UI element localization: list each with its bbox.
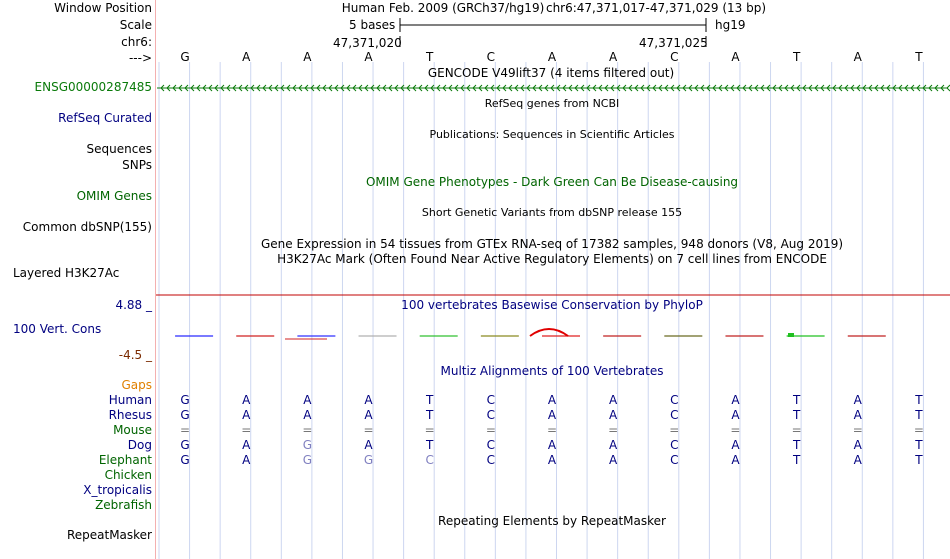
alignment-base: A (609, 453, 618, 467)
ref-base: A (609, 50, 618, 64)
ref-base: A (303, 50, 312, 64)
species-label[interactable]: Zebrafish (95, 498, 152, 512)
cons-min-value: -4.5 _ (118, 348, 152, 362)
refseq-track-title[interactable]: RefSeq genes from NCBI (484, 97, 620, 110)
ref-base: A (731, 50, 740, 64)
alignment-base: = (180, 423, 191, 437)
ref-base: T (426, 50, 434, 64)
alignment-base: C (486, 408, 496, 422)
cons-track-label[interactable]: 100 Vert. Cons (13, 322, 102, 336)
alignment-base: = (608, 423, 619, 437)
cons-max-value: 4.88 _ (115, 298, 152, 312)
alignment-base: G (302, 453, 313, 467)
alignment-base: A (303, 393, 312, 407)
gtex-track-title[interactable]: Gene Expression in 54 tissues from GTEx RNA-seq of 17382 samples, 948 donors (V8, Aug 2019) (260, 237, 844, 251)
cons-track-title[interactable]: 100 vertebrates Basewise Conservation by PhyloP (401, 298, 703, 312)
alignment-base: T (792, 438, 801, 452)
chrom-label: chr6: (121, 35, 152, 49)
alignment-base: C (486, 393, 496, 407)
alignment-base: G (363, 453, 374, 467)
alignment-base: A (547, 393, 557, 407)
species-label[interactable]: X_tropicalis (83, 483, 152, 497)
alignment-base: = (791, 423, 802, 437)
alignment-base: A (547, 408, 557, 422)
scale-db-text: hg19 (715, 18, 746, 32)
h3k27ac-track-title[interactable]: H3K27Ac Mark (Often Found Near Active Regulatory Elements) on 7 cell lines from ENCODE (277, 252, 827, 266)
publications-track-title[interactable]: Publications: Sequences in Scientific Articles (429, 128, 675, 141)
alignment-base: A (547, 453, 557, 467)
track-display-area[interactable] (155, 0, 950, 559)
alignment-base: A (731, 408, 740, 422)
species-label[interactable]: Elephant (98, 453, 152, 467)
dbsnp-track-title[interactable]: Short Genetic Variants from dbSNP release 155 (421, 206, 683, 219)
alignment-base: C (670, 393, 679, 407)
alignment-base: A (242, 393, 251, 407)
alignment-base: = (363, 423, 374, 437)
track-label-column (0, 0, 155, 559)
alignment-base: G (302, 438, 313, 452)
alignment-base: T (792, 453, 801, 467)
ref-base: C (670, 50, 679, 64)
multiz-track-title[interactable]: Multiz Alignments of 100 Vertebrates (440, 364, 664, 378)
scale-label: Scale (119, 18, 152, 32)
alignment-base: T (792, 408, 801, 422)
alignment-base: A (242, 408, 251, 422)
species-label[interactable]: Gaps (121, 378, 152, 392)
alignment-base: A (853, 393, 862, 407)
position-text: chr6:47,371,017-47,371,029 (13 bp) (545, 1, 767, 15)
refseq-track-label[interactable]: RefSeq Curated (58, 111, 152, 125)
gencode-track-title[interactable]: GENCODE V49lift37 (4 items filtered out) (427, 66, 675, 80)
alignment-base: A (853, 438, 862, 452)
alignment-base: A (609, 408, 618, 422)
ref-base: A (547, 50, 557, 64)
gene-id-label[interactable]: ENSG00000287485 (34, 80, 152, 94)
alignment-base: A (547, 438, 557, 452)
alignment-base: A (731, 453, 740, 467)
alignment-base: A (609, 393, 618, 407)
species-label[interactable]: Mouse (113, 423, 152, 437)
alignment-base: C (670, 408, 679, 422)
alignment-base: T (915, 393, 923, 407)
strand-arrow-label: ---> (128, 51, 152, 65)
alignment-base: A (364, 408, 373, 422)
species-label[interactable]: Chicken (104, 468, 152, 482)
coord-right-text: 47,371,025 (639, 36, 708, 50)
alignment-base: G (180, 453, 190, 467)
alignment-base: T (915, 438, 923, 452)
species-label[interactable]: Rhesus (108, 408, 152, 422)
alignment-base: A (731, 438, 740, 452)
alignment-base: C (670, 453, 679, 467)
alignment-base: A (303, 408, 312, 422)
alignment-base: = (852, 423, 863, 437)
alignment-base: A (242, 453, 251, 467)
repeatmasker-track-label[interactable]: RepeatMasker (66, 528, 152, 542)
alignment-base: = (424, 423, 435, 437)
alignment-base: = (730, 423, 741, 437)
alignment-base: A (364, 438, 373, 452)
alignment-base: = (546, 423, 558, 437)
omim-track-title[interactable]: OMIM Gene Phenotypes - Dark Green Can Be Disease-causing (365, 175, 739, 189)
alignment-base: T (426, 408, 434, 422)
scale-bases-text: 5 bases (349, 18, 396, 32)
coord-left-text: 47,371,020 (333, 36, 402, 50)
ref-base: T (792, 50, 801, 64)
omim-track-label[interactable]: OMIM Genes (76, 189, 152, 203)
alignment-base: = (669, 423, 680, 437)
alignment-base: A (242, 438, 251, 452)
alignment-base: T (426, 438, 434, 452)
alignment-base: C (486, 438, 496, 452)
alignment-base: T (426, 393, 434, 407)
sequences-track-label[interactable]: Sequences (86, 142, 152, 156)
alignment-base: = (485, 423, 496, 437)
assembly-text: Human Feb. 2009 (GRCh37/hg19) (341, 1, 545, 15)
ref-base: A (853, 50, 862, 64)
alignment-base: G (180, 393, 190, 407)
alignment-base: C (425, 453, 434, 467)
ref-base: C (486, 50, 496, 64)
alignment-base: A (853, 453, 862, 467)
alignment-base: C (670, 438, 679, 452)
alignment-base: G (180, 438, 190, 452)
alignment-base: A (853, 408, 862, 422)
species-label[interactable]: Human (108, 393, 152, 407)
h3k27ac-track-label[interactable]: Layered H3K27Ac (13, 266, 120, 280)
repeatmasker-track-title[interactable]: Repeating Elements by RepeatMasker (438, 514, 666, 528)
snps-track-label[interactable]: SNPs (122, 158, 152, 172)
alignment-base: A (609, 438, 618, 452)
alignment-base: T (915, 453, 923, 467)
alignment-base: C (486, 453, 496, 467)
alignment-base: = (241, 423, 252, 437)
window-position-label: Window Position (54, 1, 152, 15)
species-label[interactable]: Dog (127, 438, 152, 452)
ref-base: A (242, 50, 251, 64)
ref-base: A (364, 50, 373, 64)
alignment-base: G (180, 408, 190, 422)
ref-base: T (915, 50, 923, 64)
alignment-base: A (731, 393, 740, 407)
alignment-base: = (913, 423, 924, 437)
alignment-base: = (302, 423, 313, 437)
dbsnp-track-label[interactable]: Common dbSNP(155) (22, 220, 152, 234)
alignment-base: T (915, 408, 923, 422)
alignment-base: T (792, 393, 801, 407)
ref-base: G (180, 50, 190, 64)
alignment-base: A (364, 393, 373, 407)
